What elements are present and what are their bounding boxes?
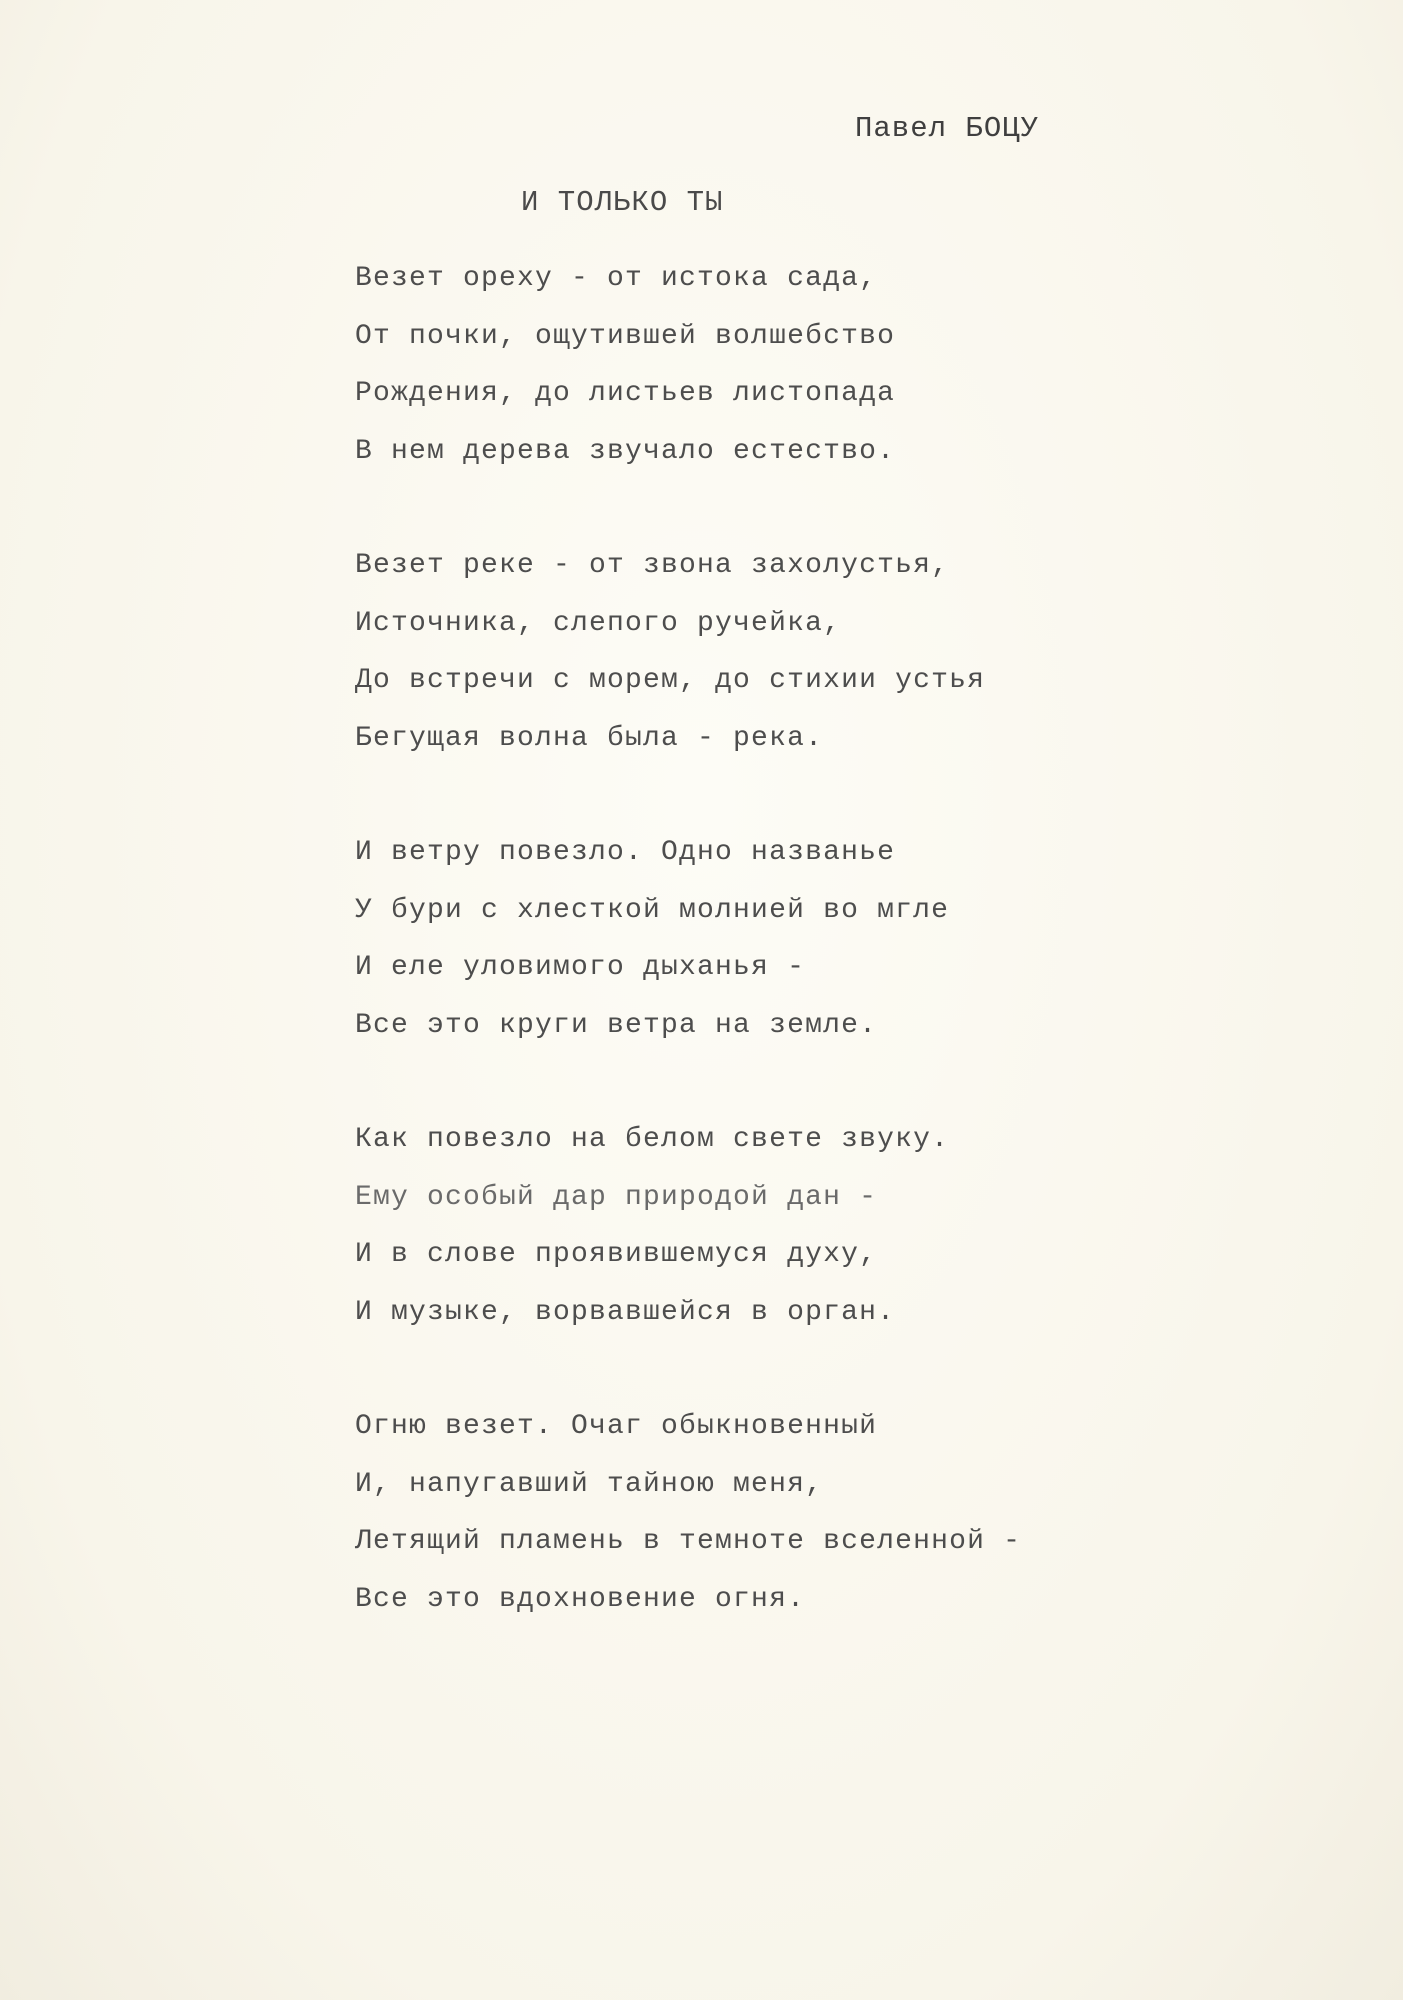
stanza — [355, 545, 1355, 775]
poem-line: Все это круги ветра на земле. — [355, 1009, 878, 1041]
poem-line: От почки, ощутившей волшебство — [355, 320, 896, 352]
poem-line: Бегущая волна была - река. — [355, 722, 824, 754]
stanza — [355, 832, 1355, 1062]
poem-line: До встречи с морем, до стихии устья — [355, 665, 986, 696]
poem-line: И в слове проявившемуся духу, — [355, 1239, 878, 1270]
poem-line: Огню везет. Очаг обыкновенный — [355, 1411, 878, 1442]
poem-line: Ему особый дар природой дан - — [355, 1181, 878, 1213]
poem-line: Как повезло на белом свете звуку. — [355, 1124, 950, 1155]
poem-line: И, напугавший тайною меня, — [355, 1468, 824, 1500]
stanza — [355, 1119, 1355, 1349]
poem-line: Летящий пламень в темноте вселенной - — [355, 1526, 1022, 1557]
poem-line: Везет ореху - от истока сада, — [355, 263, 878, 294]
poem-title: И ТОЛЬКО ТЫ — [521, 186, 724, 219]
stanza — [355, 258, 1355, 488]
poem-line: И музыке, ворвавшейся в орган. — [355, 1296, 896, 1328]
poem-line: Рождения, до листьев листопада — [355, 378, 896, 409]
poem-line: У бури с хлесткой молнией во мгле — [355, 894, 950, 926]
poem-line: И еле уловимого дыханья - — [355, 952, 806, 983]
stanza — [355, 1406, 1355, 1636]
poem-line: В нем дерева звучало естество. — [355, 435, 896, 467]
author-name: Павел БОЦУ — [855, 112, 1040, 145]
poem-body — [355, 258, 1355, 1693]
poem-line: И ветру повезло. Одно названье — [355, 837, 896, 868]
poem-line: Все это вдохновение огня. — [355, 1583, 806, 1615]
poem-line: Источника, слепого ручейка, — [355, 607, 842, 639]
poem-line: Везет реке - от звона захолустья, — [355, 550, 950, 581]
